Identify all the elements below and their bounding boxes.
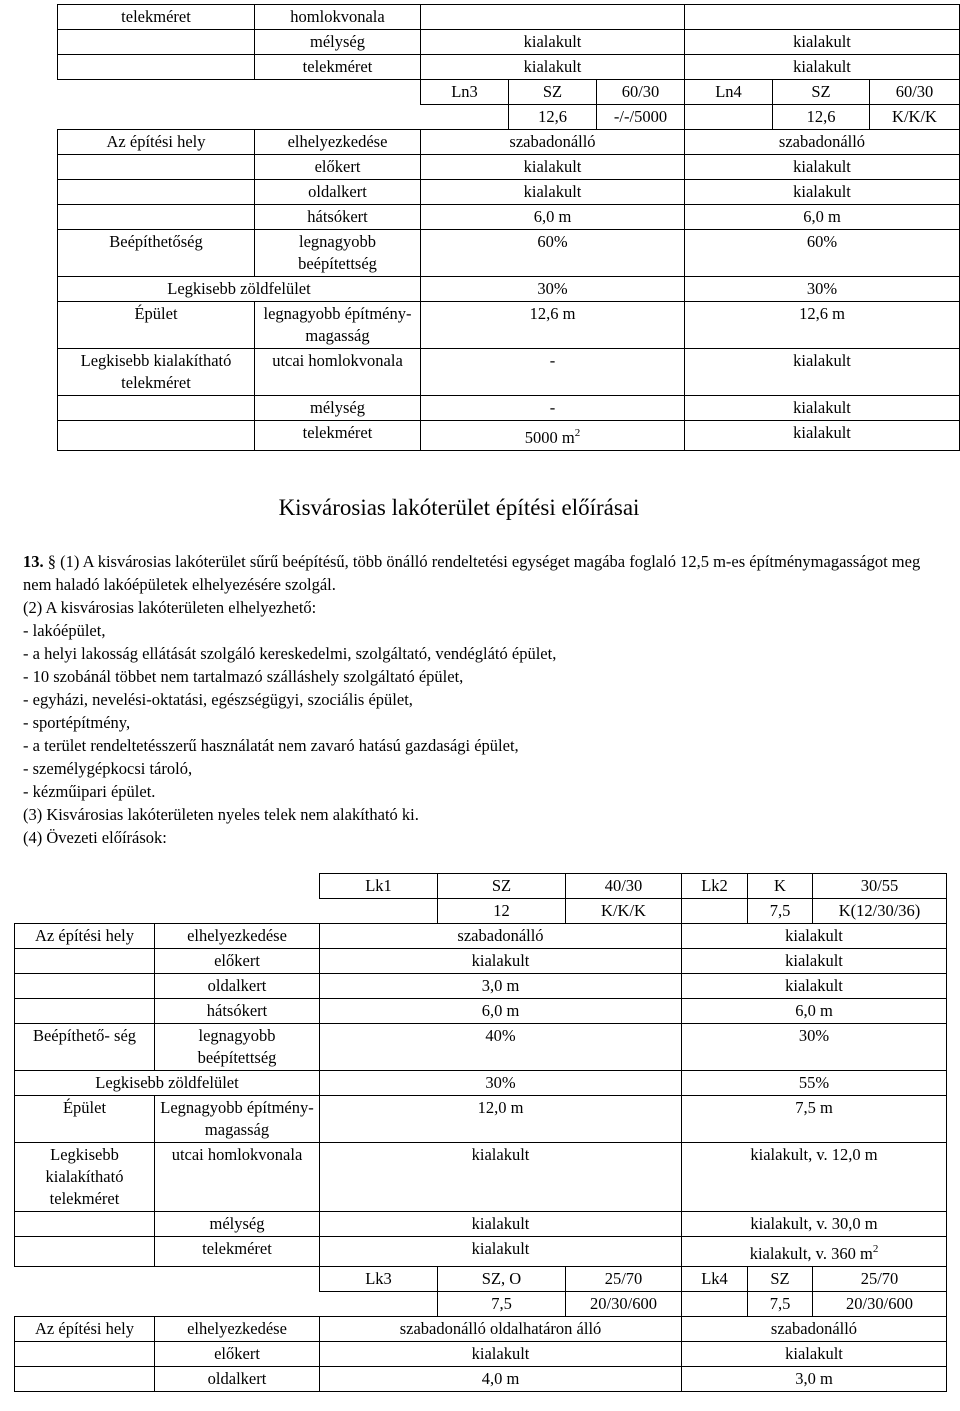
zone-lot: 20/30/600 xyxy=(566,1292,682,1317)
table-cell: kialakult xyxy=(685,421,960,451)
table-row xyxy=(15,924,947,949)
table-cell: kialakult xyxy=(421,30,685,55)
table-row xyxy=(15,1143,947,1212)
table-cell: 3,0 m xyxy=(320,974,682,999)
section-title: Kisvárosias lakóterület építési előírásai xyxy=(278,495,640,520)
list-item: - személygépkocsi tároló, xyxy=(23,759,193,778)
table-cell: hátsókert xyxy=(155,999,320,1024)
list-item: - 10 szobánál többet nem tartalmazó szálláshely szolgáltató épület, xyxy=(23,667,464,686)
table-row xyxy=(15,1096,947,1143)
zone-height: 12 xyxy=(438,899,566,924)
list-item: - egyházi, nevelési-oktatási, egészségügyi, szociális épület, xyxy=(23,690,413,709)
list-item: - a helyi lakosság ellátását szolgáló kereskedelmi, szolgáltató, vendéglátó épület, xyxy=(23,644,557,663)
table-row xyxy=(58,230,960,277)
zone-ratio: 25/70 xyxy=(566,1267,682,1292)
table-cell: kialakult xyxy=(685,396,960,421)
zone-lot: K/K/K xyxy=(870,105,960,130)
table-cell: Az építési hely xyxy=(58,130,255,155)
table-row xyxy=(58,130,960,155)
table-cell: 55% xyxy=(682,1071,947,1096)
section-sign: § xyxy=(47,552,56,571)
table-cell xyxy=(58,55,255,80)
zone-code: Lk1 xyxy=(320,874,438,899)
table-cell: 30% xyxy=(421,277,685,302)
zone-type: SZ xyxy=(509,80,597,105)
table-cell xyxy=(58,396,255,421)
zoning-table-lk xyxy=(14,873,947,1392)
zone-type: SZ xyxy=(438,874,566,899)
paragraph-number: 13. xyxy=(23,552,44,571)
table-row xyxy=(58,396,960,421)
zone-header-row xyxy=(15,1267,947,1292)
zone-lot: -/-/5000 xyxy=(597,105,685,130)
table-cell xyxy=(58,180,255,205)
table-cell: 60% xyxy=(685,230,960,277)
table-cell xyxy=(58,421,255,451)
zone-lot: K/K/K xyxy=(566,899,682,924)
paragraph-4: (4) Övezeti előírások: xyxy=(23,828,167,847)
zone-header-row xyxy=(58,105,960,130)
table-cell: 40% xyxy=(320,1024,682,1071)
zone-type: SZ xyxy=(748,1267,813,1292)
paragraph-1 xyxy=(5,550,947,596)
list-item: - sportépítmény, xyxy=(23,713,131,732)
table-cell: Az építési hely xyxy=(15,1317,155,1342)
table-row xyxy=(58,155,960,180)
table-row xyxy=(15,1342,947,1367)
table-cell: szabadonálló oldalhatáron álló xyxy=(320,1317,682,1342)
table-cell: kialakult xyxy=(320,1143,682,1212)
table-cell xyxy=(15,1367,155,1392)
table-cell xyxy=(58,30,255,55)
table-row xyxy=(15,974,947,999)
paragraph-text: (1) A kisvárosias lakóterület sűrű beépítésű, több önálló rendeltetési egységet magába foglaló 12,5 m-es építménymagasságot meg nem haladó lakóépületek elhelyezésére szolgál. xyxy=(23,552,921,594)
table-cell: telekméret xyxy=(255,55,421,80)
table-cell: kialakult xyxy=(320,1342,682,1367)
table-cell: telekméret xyxy=(58,5,255,30)
table-cell xyxy=(15,974,155,999)
zone-code: Lk2 xyxy=(682,874,748,899)
zone-lot: 20/30/600 xyxy=(813,1292,947,1317)
table-cell: 30% xyxy=(320,1071,682,1096)
superscript: 2 xyxy=(872,1243,879,1255)
table-cell: Legkisebb kialakítható telekméret xyxy=(15,1143,155,1212)
table-cell: elhelyezkedése xyxy=(155,924,320,949)
table-cell xyxy=(682,1237,947,1267)
table-cell: kialakult, v. 12,0 m xyxy=(682,1143,947,1212)
body-text xyxy=(5,550,947,849)
zone-ratio: 60/30 xyxy=(870,80,960,105)
table-cell: kialakult xyxy=(685,180,960,205)
table-cell xyxy=(685,5,960,30)
table-row xyxy=(58,421,960,451)
table-cell: kialakult xyxy=(685,349,960,396)
table-cell: 6,0 m xyxy=(682,999,947,1024)
table-cell: kialakult xyxy=(320,949,682,974)
table-cell: mélység xyxy=(255,30,421,55)
table-cell: kialakult xyxy=(320,1237,682,1267)
table-cell: Az építési hely xyxy=(15,924,155,949)
table-cell: kialakult xyxy=(421,55,685,80)
table-cell: előkert xyxy=(155,1342,320,1367)
superscript: 2 xyxy=(574,427,581,439)
zone-height: 12,6 xyxy=(773,105,870,130)
table-row xyxy=(58,349,960,396)
table-cell: kialakult xyxy=(682,974,947,999)
zone-header-row xyxy=(15,1292,947,1317)
table-cell xyxy=(58,205,255,230)
table-cell: kialakult xyxy=(682,1342,947,1367)
table-cell: mélység xyxy=(255,396,421,421)
table-row xyxy=(58,180,960,205)
zoning-table-ln xyxy=(57,4,960,451)
zone-code: Ln3 xyxy=(421,80,509,105)
table-cell: 12,0 m xyxy=(320,1096,682,1143)
table-row xyxy=(58,30,960,55)
table-cell: szabadonálló xyxy=(320,924,682,949)
zone-ratio: 40/30 xyxy=(566,874,682,899)
table-row xyxy=(15,949,947,974)
table-cell: 12,6 m xyxy=(685,302,960,349)
table-cell: 60% xyxy=(421,230,685,277)
table-cell: kialakult xyxy=(685,155,960,180)
table-cell: szabadonálló xyxy=(682,1317,947,1342)
table-cell: 4,0 m xyxy=(320,1367,682,1392)
table-row xyxy=(15,1212,947,1237)
table-cell: kialakult xyxy=(682,924,947,949)
table-cell xyxy=(421,5,685,30)
table-cell xyxy=(15,1237,155,1267)
table-cell: hátsókert xyxy=(255,205,421,230)
zone-height: 12,6 xyxy=(509,105,597,130)
table-row xyxy=(15,1071,947,1096)
zone-lot: K(12/30/36) xyxy=(813,899,947,924)
table-cell: telekméret xyxy=(155,1237,320,1267)
table-cell xyxy=(15,1342,155,1367)
table-cell: szabadonálló xyxy=(685,130,960,155)
table-cell: oldalkert xyxy=(155,1367,320,1392)
table-cell: elhelyezkedése xyxy=(255,130,421,155)
list-item: - lakóépület, xyxy=(23,621,106,640)
zone-header-row xyxy=(58,80,960,105)
table-row xyxy=(15,1367,947,1392)
table-cell: Épület xyxy=(58,302,255,349)
paragraph-2-title: (2) A kisvárosias lakóterületen elhelyezhető: xyxy=(23,598,317,617)
table-cell: kialakult xyxy=(320,1212,682,1237)
table-cell: - xyxy=(421,396,685,421)
table-cell: kialakult xyxy=(685,55,960,80)
zone-code: Lk4 xyxy=(682,1267,748,1292)
table-row xyxy=(58,277,960,302)
list-item: - a terület rendeltetésszerű használatát nem zavaró hatású gazdasági épület, xyxy=(23,736,519,755)
table-cell: Legkisebb zöldfelület xyxy=(15,1071,320,1096)
zone-header-row xyxy=(15,899,947,924)
table-cell: előkert xyxy=(255,155,421,180)
table-cell: Beépíthető- ség xyxy=(15,1024,155,1071)
table-cell xyxy=(421,421,685,451)
paragraph-3: (3) Kisvárosias lakóterületen nyeles telek nem alakítható ki. xyxy=(23,805,419,824)
zone-type: K xyxy=(748,874,813,899)
table-cell: legnagyobb beépítettség xyxy=(255,230,421,277)
table-cell: 30% xyxy=(685,277,960,302)
table-cell: kialakult xyxy=(682,949,947,974)
table-cell: oldalkert xyxy=(255,180,421,205)
table-cell: kialakult, v. 30,0 m xyxy=(682,1212,947,1237)
table-cell: 3,0 m xyxy=(682,1367,947,1392)
table-cell: szabadonálló xyxy=(421,130,685,155)
table-cell: oldalkert xyxy=(155,974,320,999)
table-cell xyxy=(15,949,155,974)
table-cell xyxy=(15,1212,155,1237)
zone-ratio: 30/55 xyxy=(813,874,947,899)
zone-header-row xyxy=(15,874,947,899)
zone-type: SZ, O xyxy=(438,1267,566,1292)
table-cell: legnagyobb beépítettség xyxy=(155,1024,320,1071)
table-row xyxy=(58,55,960,80)
table-cell: 30% xyxy=(682,1024,947,1071)
table-row xyxy=(15,1317,947,1342)
table-cell: kialakult xyxy=(421,155,685,180)
zone-ratio: 60/30 xyxy=(597,80,685,105)
table-cell: 7,5 m xyxy=(682,1096,947,1143)
table-cell: 6,0 m xyxy=(685,205,960,230)
table-row xyxy=(58,302,960,349)
zone-height: 7,5 xyxy=(438,1292,566,1317)
table-cell xyxy=(58,155,255,180)
table-cell: Beépíthetőség xyxy=(58,230,255,277)
zone-type: SZ xyxy=(773,80,870,105)
table-cell: utcai homlokvonala xyxy=(155,1143,320,1212)
list-item: - kézműipari épület. xyxy=(23,782,156,801)
zone-height: 7,5 xyxy=(748,899,813,924)
table-cell: Épület xyxy=(15,1096,155,1143)
table-cell: 12,6 m xyxy=(421,302,685,349)
table-cell: legnagyobb építmény-magasság xyxy=(255,302,421,349)
table-cell: - xyxy=(421,349,685,396)
table-cell: előkert xyxy=(155,949,320,974)
table-cell: 6,0 m xyxy=(320,999,682,1024)
table-cell: kialakult xyxy=(685,30,960,55)
table-cell: mélység xyxy=(155,1212,320,1237)
table-cell: kialakult xyxy=(421,180,685,205)
table-row xyxy=(15,1237,947,1267)
area-value: 5000 m xyxy=(524,428,575,447)
zone-height: 7,5 xyxy=(748,1292,813,1317)
table-cell: 6,0 m xyxy=(421,205,685,230)
zone-code: Lk3 xyxy=(320,1267,438,1292)
table-cell xyxy=(15,999,155,1024)
table-row xyxy=(15,999,947,1024)
table-row xyxy=(58,205,960,230)
zone-ratio: 25/70 xyxy=(813,1267,947,1292)
table-cell: utcai homlokvonala xyxy=(255,349,421,396)
table-row xyxy=(58,5,960,30)
table-row xyxy=(15,1024,947,1071)
table-cell: Legkisebb kialakítható telekméret xyxy=(58,349,255,396)
table-cell: telekméret xyxy=(255,421,421,451)
table-cell: elhelyezkedése xyxy=(155,1317,320,1342)
zone-code: Ln4 xyxy=(685,80,773,105)
table-cell: Legkisebb zöldfelület xyxy=(58,277,421,302)
table-cell: Legnagyobb építmény- magasság xyxy=(155,1096,320,1143)
area-value: kialakult, v. 360 m xyxy=(749,1244,873,1263)
table-cell: homlokvonala xyxy=(255,5,421,30)
